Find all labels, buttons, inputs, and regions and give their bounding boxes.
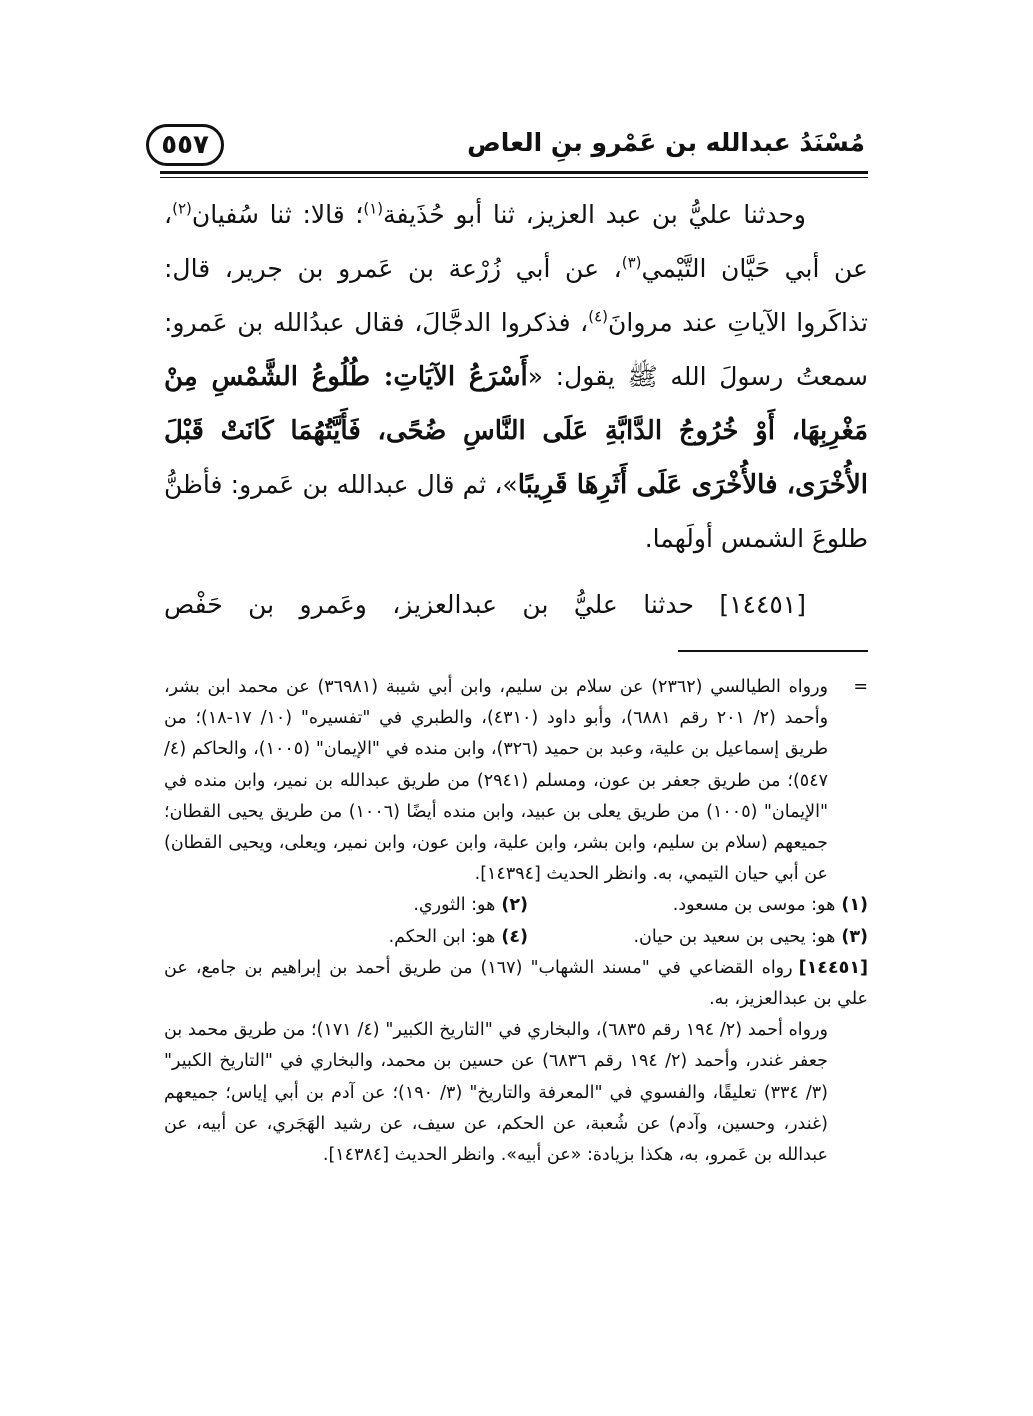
footnote-row [164,890,868,921]
header-rule-thin [160,177,868,178]
footnote-continuation [164,672,868,890]
prophetic-text: أَسْرَعُ الآيَاتِ: طُلُوعُ الشَّمْسِ مِنْ مَغْرِبِهَا، أَوْ خُرُوجُ الدَّابَّةِ عَلَى النَّاسِ ضُحًى، فَأَيَّتُهُمَا كَانَتْ قَبْلَ الأُخْرَى، فالأُخْرَى عَلَى أَثَرِهَا قَرِيبًا [164,362,869,500]
footnote-ref[interactable]: (٣) [621,253,642,272]
footnote-text: هو: يحيى بن سعيد بن حيان. [633,926,836,947]
next-entry-line: [١٤٤٥١] حدثنا عليُّ بن عبدالعزيز، وعَمرو بن حَفْص [164,590,806,619]
footnote-ref[interactable]: (٤) [588,307,609,326]
footnote-row [164,922,868,953]
entry-note [164,953,868,1015]
main-text [164,188,868,566]
entry-note-continuation [164,1015,868,1171]
footnote-item [164,890,528,921]
footnotes [164,672,868,1171]
hadith-paragraph [164,188,868,566]
footnote-text: ورواه الطيالسي (٢٣٦٢) عن سلام بن سليم، وابن أبي شيبة (٣٦٩٨١) عن محمد ابن بشر، وأحمد (٢/ ٢٠١ رقم ٦٨٨١)، وأبو داود (٤٣١٠)، والطبري في "تفسيره" (١٠/ ١٧-١٨)؛ من طريق إسماعيل بن علية، وعبد بن حميد (٣٢٦)، وابن منده في "الإيمان" (١٠٠٥)، والحاكم (٤/ ٥٤٧)؛ من طريق جعفر بن عون، ومسلم (٢٩٤١) من طريق عبدالله بن نمير، وابن منده في "الإيمان" (١٠٠٥) من طريق يعلى بن عبيد، وابن منده أيضًا (١٠٠٦) من طريق يحيى القطان؛ جميعهم (سلام بن سليم، وابن بشر، وابن علية، وابن عون، وابن نمير، ويعلى، ويحيى القطان) عن أبي حيان التيمي، به. وانظر الحديث [١٤٣٩٤]. [164,677,829,885]
text-run: »، ثم قال عبدالله بن عَمرو: فأظنُّ طلوعَ الشمس أولَهما. [164,470,868,553]
continuation-mark: = [853,677,868,697]
page-number-badge: ٥٥٧ [146,124,224,166]
footnote-text: هو: الثوري. [413,895,496,916]
text-run: ، عن أبي زُرْعة بن عَمرو بن جرير، قال: تذاكَروا الآياتِ عند مروانَ [164,254,868,337]
footnote-item [528,922,868,953]
footnote-ref[interactable]: (١) [363,199,384,218]
header-rule-thick [160,171,868,174]
running-title: مُسْنَدُ عبدالله بن عَمْرو بنِ العاص [467,128,865,157]
entry-number: [١٤٤٥١] [798,957,868,978]
text-run: وحدثنا عليُّ بن عبد العزيز، ثنا أبو حُذَيفة [383,200,806,229]
footnote-number: (٢) [501,895,528,916]
footnote-ref[interactable]: (٢) [172,199,192,218]
footnote-item [528,890,868,921]
footnote-number: (١) [841,895,868,916]
text-run: ، فذكروا الدجَّالَ، فقال عبدُالله بن عَمرو: سمعتُ رسولَ الله ﷺ يقول: « [164,308,868,391]
footnote-separator [678,650,868,652]
text-run: ؛ قالا: ثنا سُفيان [191,200,364,229]
footnote-text: هو: موسى بن مسعود. [672,895,836,916]
footnote-text: ورواه أحمد (٢/ ١٩٤ رقم ٦٨٣٥)، والبخاري في "التاريخ الكبير" (٤/ ١٧١)؛ من طريق محمد بن جعفر غندر، وأحمد (٢/ ١٩٤ رقم ٦٨٣٦) عن حسين بن محمد، والبخاري في "التاريخ الكبير" (٣/ ٣٣٤) تعليقًا، والفسوي في "المعرفة والتاريخ" (٣/ ١٩٠)؛ عن آدم بن أبي إياس؛ جميعهم (غندر، وحسين، وآدم) عن شُعبة، عن الحكم، عن سيف، عن رشيد الهَجَري، عن أبيه، عن عبدالله بن عَمرو، به، هكذا بزيادة: «عن أبيه». وانظر الحديث [١٤٣٨٤]. [164,1020,828,1166]
footnote-number: (٤) [501,926,528,947]
footnote-item [164,922,528,953]
text-run: ، عن أبي حَيَّان التَّيْمي [164,200,868,283]
footnote-text: هو: ابن الحكم. [388,926,496,947]
footnote-number: (٣) [841,926,868,947]
footnote-text: رواه القضاعي في "مسند الشهاب" (١٦٧) من طريق أحمد بن إبراهيم بن جامع، عن علي بن عبدالعزيز، به. [164,957,868,1010]
